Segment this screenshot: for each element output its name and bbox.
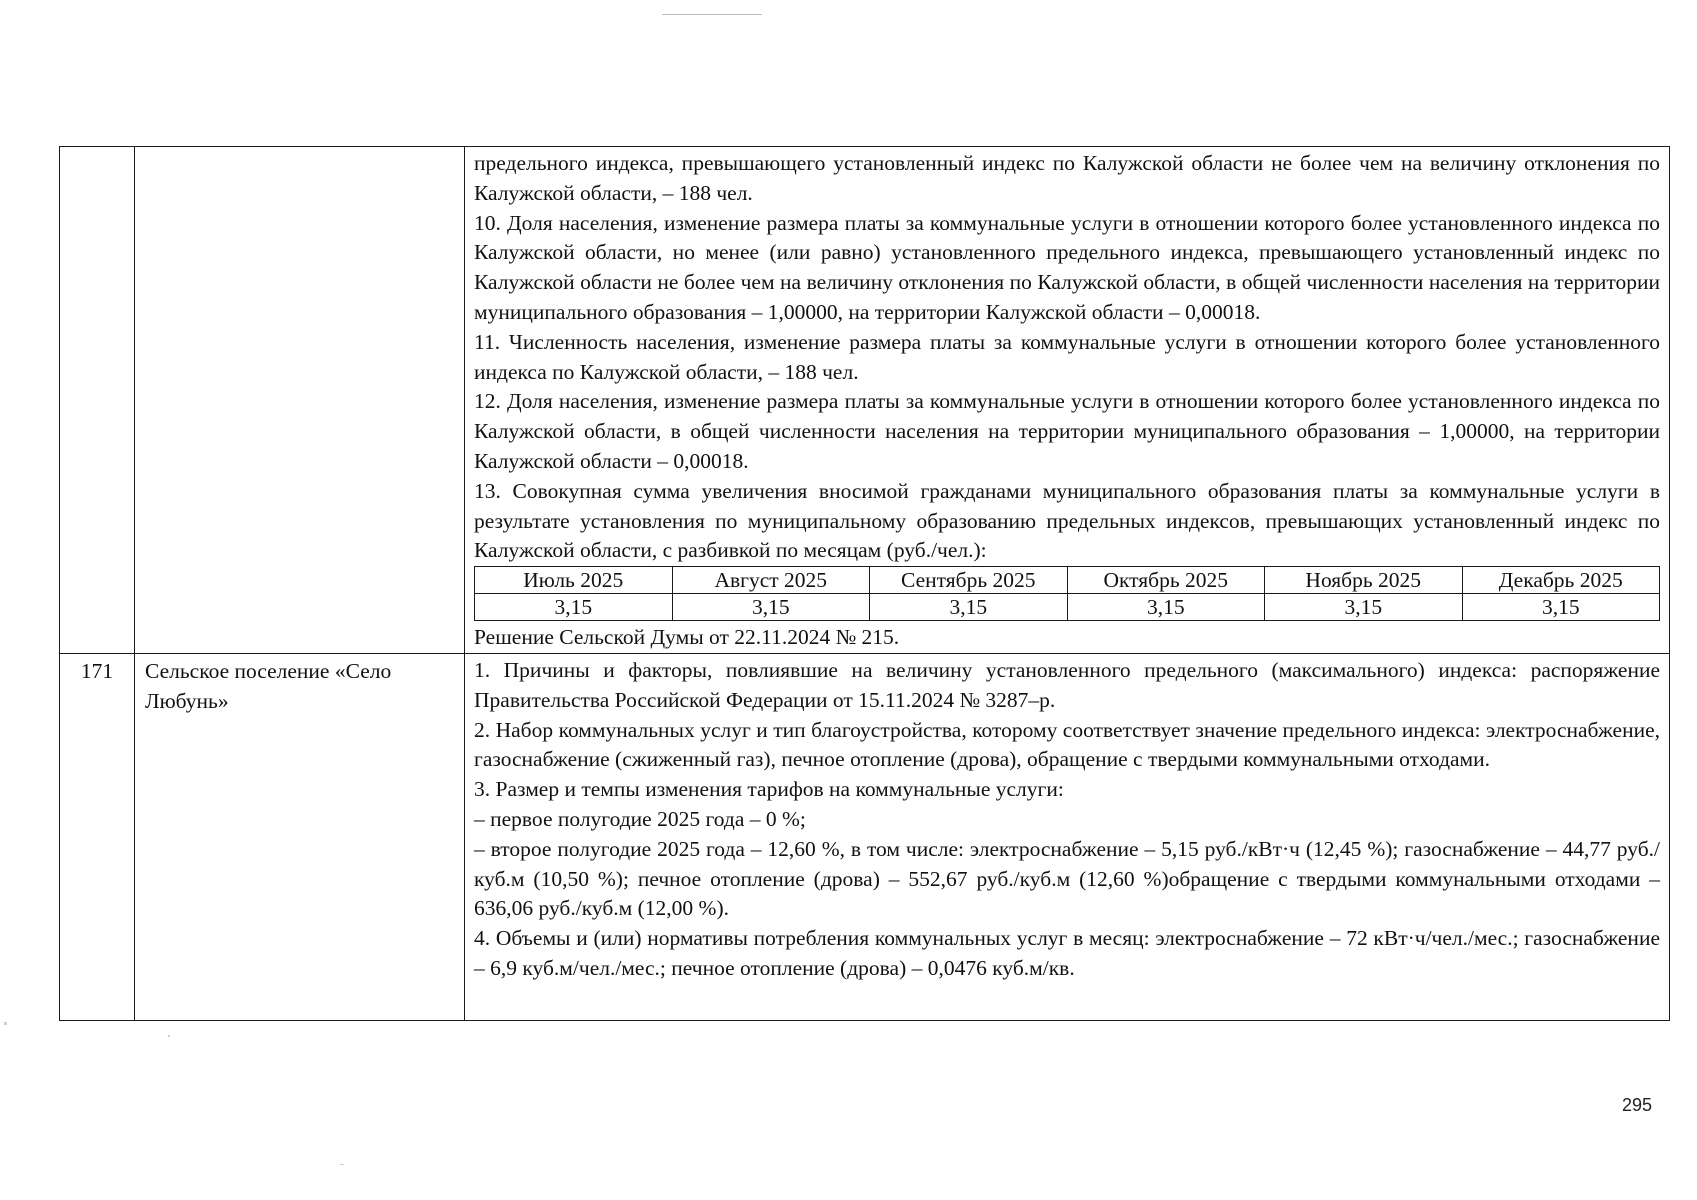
top-rule xyxy=(662,14,762,15)
month-header: Декабрь 2025 xyxy=(1462,567,1660,594)
month-value-row xyxy=(475,594,1660,621)
month-header: Август 2025 xyxy=(672,567,870,594)
month-value: 3,15 xyxy=(475,594,673,621)
description-cell xyxy=(465,147,1670,654)
paragraph: предельного индекса, превышающего установленный индекс по Калужской области не более чем на величину отклонения по Калужской области, – 188 чел. xyxy=(474,151,1660,205)
paragraph: 2. Набор коммунальных услуг и тип благоустройства, которому соответствует значение предельного индекса: электроснабжение, газоснабжение (сжиженный газ), печное отопление (дрова), обращение с твердыми коммунальными отходами. xyxy=(474,717,1660,772)
month-header: Сентябрь 2025 xyxy=(870,567,1068,594)
paragraph: – первое полугодие 2025 года – 0 %; xyxy=(474,806,806,831)
row-number-cell xyxy=(60,147,135,654)
month-header: Октябрь 2025 xyxy=(1067,567,1265,594)
scan-speck xyxy=(340,1164,344,1165)
monthly-increase-table xyxy=(474,566,1660,621)
paragraph: 1. Причины и факторы, повлиявшие на величину установленного предельного (максимального) индекса: распоряжение Правительства Российской Федерации от 15.11.2024 № 3287–р. xyxy=(474,657,1660,712)
month-header-row xyxy=(475,567,1660,594)
month-value: 3,15 xyxy=(1462,594,1660,621)
table-row xyxy=(60,653,1670,1020)
paragraph: 3. Размер и темпы изменения тарифов на коммунальные услуги: xyxy=(474,777,1064,802)
scan-speck xyxy=(4,1022,7,1025)
scan-speck xyxy=(168,1035,170,1037)
row-number-cell: 171 xyxy=(60,653,135,1020)
month-header: Июль 2025 xyxy=(475,567,673,594)
main-table xyxy=(59,146,1670,1021)
decision-reference: Решение Сельской Думы от 22.11.2024 № 215. xyxy=(474,625,900,650)
paragraph: 10. Доля населения, изменение размера платы за коммунальные услуги в отношении которого более установленного индекса по Калужской области, но менее (или равно) установленного предельного индекса, превышающего установленный индекс по Калужской области не более чем на величину отклонения по Калужской области, в общей численности населения на территории муниципального образования – 1,00000, на территории Калужской области – 0,00018. xyxy=(474,210,1660,324)
month-header: Ноябрь 2025 xyxy=(1265,567,1463,594)
month-value: 3,15 xyxy=(1265,594,1463,621)
month-value: 3,15 xyxy=(672,594,870,621)
municipality-name-cell xyxy=(135,147,465,654)
paragraph: 4. Объемы и (или) нормативы потребления коммунальных услуг в месяц: электроснабжение – 72 кВт·ч/чел./мес.; газоснабжение – 6,9 куб.м/чел./мес.; печное отопление (дрова) – 0,0476 куб.м/кв. xyxy=(474,926,1660,980)
municipality-name-cell: Сельское поселение «Село Любунь» xyxy=(135,653,465,1020)
page-number: 295 xyxy=(1622,1095,1653,1115)
paragraph: 13. Совокупная сумма увеличения вносимой гражданами муниципального образования платы за коммунальные услуги в результате установления по муниципальному образованию предельных индексов, превышающих установленный индекс по Калужской области, с разбивкой по месяцам (руб./чел.): xyxy=(474,478,1660,563)
month-value: 3,15 xyxy=(1067,594,1265,621)
description-cell xyxy=(465,653,1670,1020)
month-value: 3,15 xyxy=(870,594,1068,621)
paragraph: 11. Численность населения, изменение размера платы за коммунальные услуги в отношении которого более установленного индекса по Калужской области, – 188 чел. xyxy=(474,329,1660,384)
table-row xyxy=(60,147,1670,654)
paragraph: 12. Доля населения, изменение размера платы за коммунальные услуги в отношении которого более установленного индекса по Калужской области, в общей численности населения на территории муниципального образования – 1,00000, на территории Калужской области – 0,00018. xyxy=(474,389,1660,473)
paragraph: – второе полугодие 2025 года – 12,60 %, в том числе: электроснабжение – 5,15 руб./кВт·ч (12,45 %); газоснабжение – 44,77 руб./куб.м (10,50 %); печное отопление (дрова) – 552,67 руб./куб.м (12,60 %)обращение с твердыми коммунальными отходами – 636,06 руб./куб.м (12,00 %). xyxy=(474,836,1660,921)
